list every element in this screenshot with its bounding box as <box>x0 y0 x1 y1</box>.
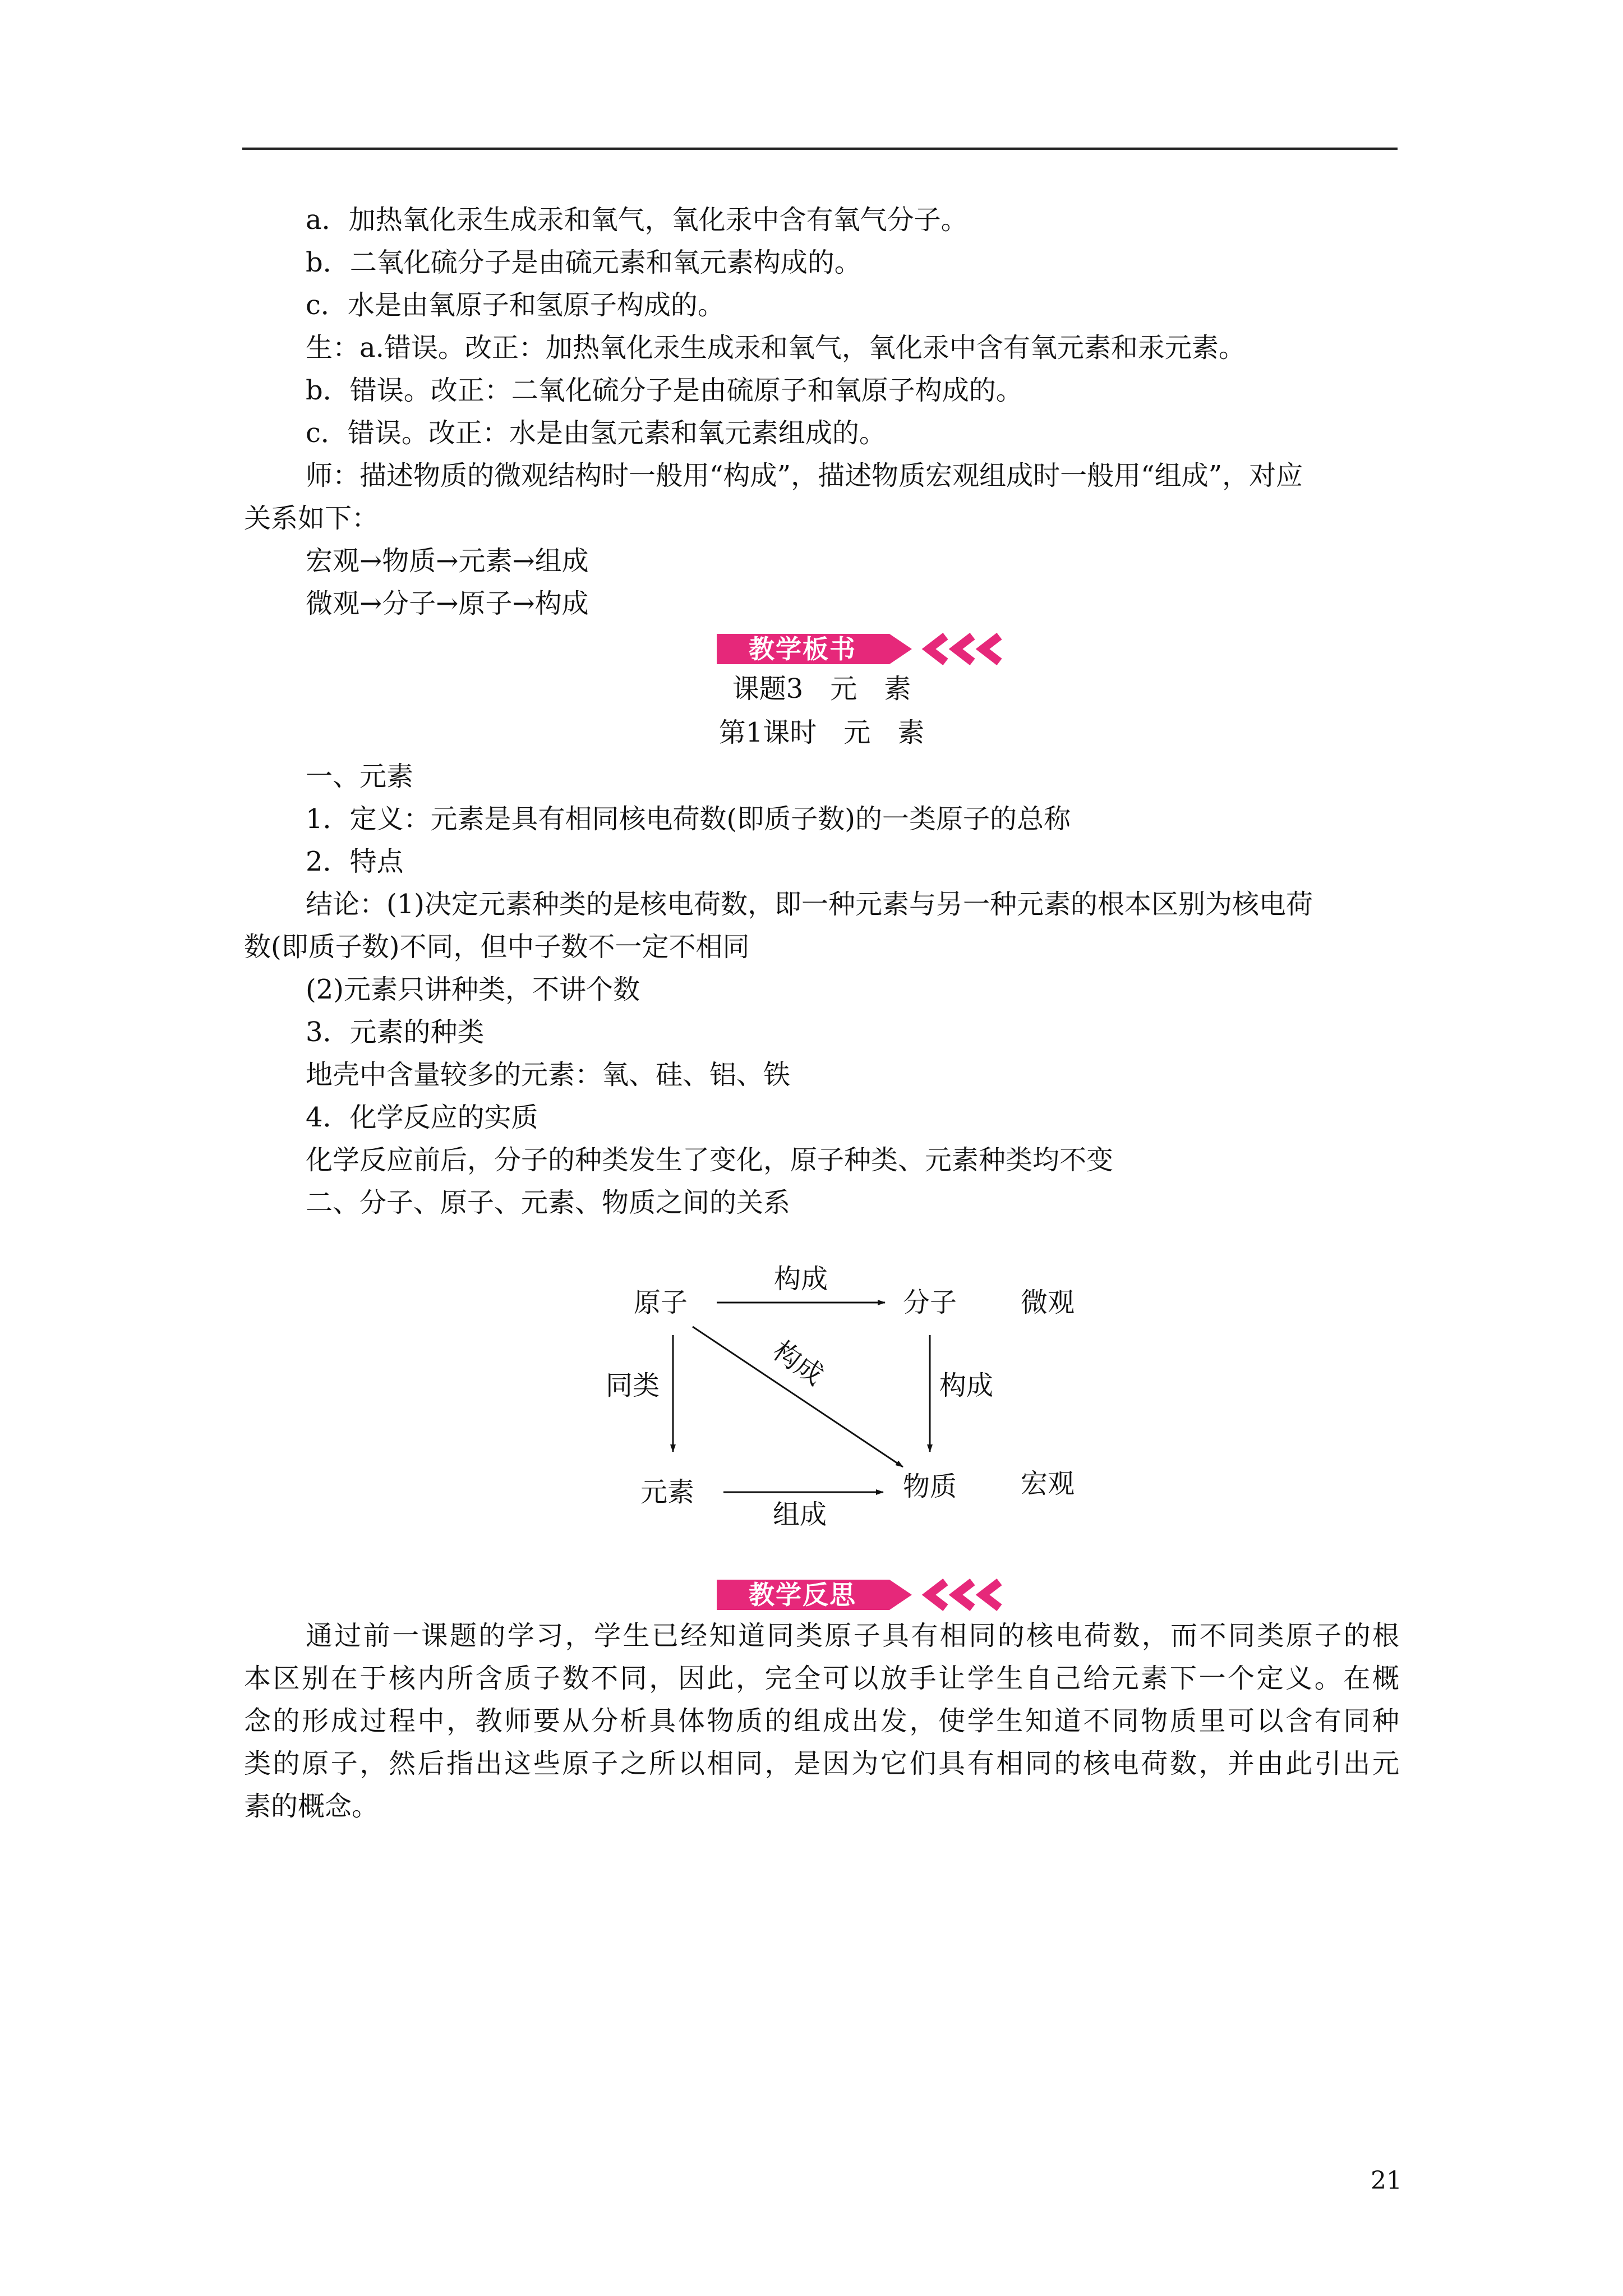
answer-a: 生：a.错误。改正：加热氧化汞生成汞和氧气，氧化汞中含有氧元素和汞元素。 <box>306 332 1246 364</box>
statement-c: c．水是由氧原子和氢原子构成的。 <box>306 289 725 321</box>
board-crust-elements: 地壳中含量较多的元素：氧、硅、铝、铁 <box>306 1059 791 1091</box>
reflection-line-1: 通过前一课题的学习，学生已经知道同类原子具有相同的核电荷数，而不同类原子的根 <box>306 1620 1399 1651</box>
board-title: 课题3 元 素 <box>732 673 911 705</box>
edge-element-substance-label: 组成 <box>773 1499 827 1530</box>
statement-b: b．二氧化硫分子是由硫元素和氧元素构成的。 <box>306 247 861 278</box>
board-element-types: 3．元素的种类 <box>306 1016 485 1048</box>
edge-atom-substance-label: 构成 <box>767 1335 829 1392</box>
reflection-line-2: 本区别在于核内所含质子数不同，因此，完全可以放手让学生自己给元素下一个定义。在概 <box>244 1663 1399 1694</box>
teacher-note: 师：描述物质的微观结构时一般用“构成”，描述物质宏观组成时一般用“组成”，对应 <box>306 460 1303 491</box>
board-conclusion-1-cont: 数(即质子数)不同，但中子数不一定不相同 <box>244 931 750 963</box>
edge-atom-molecule-label: 构成 <box>774 1263 828 1295</box>
board-subtitle: 第1课时 元 素 <box>718 717 925 748</box>
reflection-banner-label: 教学反思 <box>749 1580 856 1610</box>
board-section-1: 一、元素 <box>306 761 414 792</box>
reflection-line-4: 类的原子，然后指出这些原子之所以相同，是因为它们具有相同的核电荷数，并由此引出元 <box>244 1748 1399 1779</box>
board-reaction-essence: 4．化学反应的实质 <box>306 1102 538 1133</box>
statement-a: a．加热氧化汞生成汞和氧气，氧化汞中含有氧气分子。 <box>306 204 968 236</box>
board-feature: 2．特点 <box>306 846 404 877</box>
reflection-line-3: 念的形成过程中，教师要从分析具体物质的组成出发，使学生知道不同物质里可以含有同种 <box>244 1705 1399 1737</box>
relationship-diagram <box>589 1240 1105 1554</box>
node-atom: 原子 <box>634 1287 688 1318</box>
board-reaction-detail: 化学反应前后，分子的种类发生了变化，原子种类、元素种类均不变 <box>306 1144 1114 1176</box>
node-substance: 物质 <box>903 1471 957 1502</box>
label-micro: 微观 <box>1021 1287 1075 1318</box>
answer-c: c．错误。改正：水是由氢元素和氧元素组成的。 <box>306 417 886 449</box>
board-definition: 1．定义：元素是具有相同核电荷数(即质子数)的一类原子的总称 <box>306 803 1071 835</box>
reflection-line-5: 素的概念。 <box>244 1791 379 1822</box>
board-banner <box>711 629 1003 669</box>
page-number: 21 <box>1371 2166 1402 2195</box>
board-conclusion-2: (2)元素只讲种类，不讲个数 <box>306 974 640 1005</box>
header-rule <box>242 148 1398 150</box>
label-macro: 宏观 <box>1021 1468 1075 1499</box>
reflection-banner <box>711 1575 1003 1614</box>
node-element: 元素 <box>640 1476 695 1508</box>
edge-atom-element-label: 同类 <box>606 1370 660 1401</box>
board-conclusion-1: 结论：(1)决定元素种类的是核电荷数，即一种元素与另一种元素的根本区别为核电荷 <box>306 889 1313 920</box>
answer-b: b．错误。改正：二氧化硫分子是由硫原子和氧原子构成的。 <box>306 375 1023 406</box>
teacher-note-cont: 关系如下： <box>244 503 379 534</box>
edge-molecule-substance-label: 构成 <box>939 1370 994 1401</box>
board-section-2: 二、分子、原子、元素、物质之间的关系 <box>306 1187 791 1218</box>
board-banner-label: 教学板书 <box>749 634 856 664</box>
micro-chain: 微观→分子→原子→构成 <box>306 588 589 619</box>
macro-chain: 宏观→物质→元素→组成 <box>306 545 589 577</box>
node-molecule: 分子 <box>903 1287 957 1318</box>
